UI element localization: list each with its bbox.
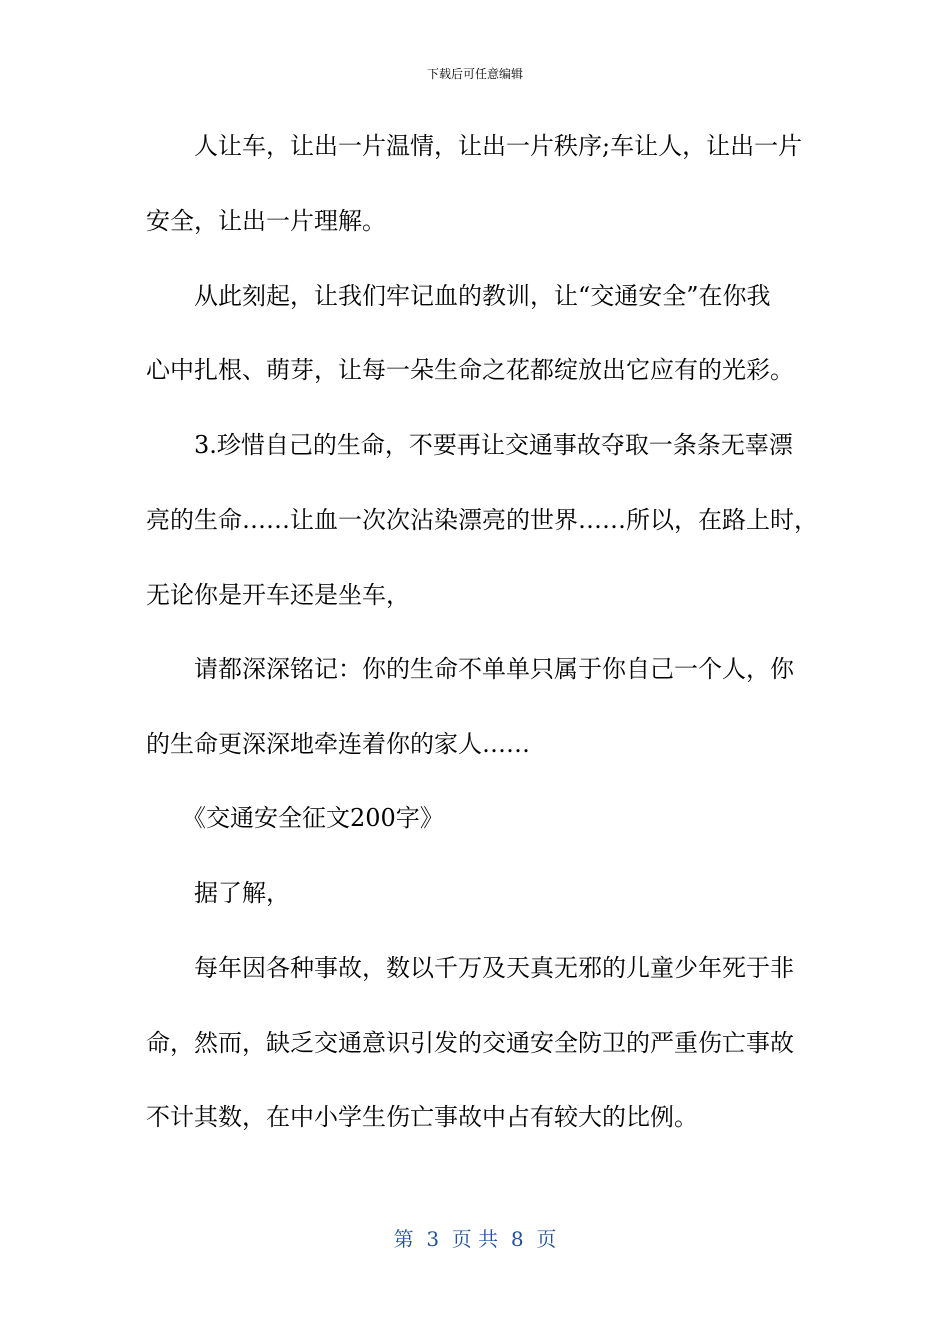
text-line: 从此刻起，让我们牢记血的教训，让“交通安全”在你我 xyxy=(146,282,771,310)
text-line: 每年因各种事故，数以千万及天真无邪的儿童少年死于非 xyxy=(146,954,794,982)
text-line: 的生命更深深地牵连着你的家人…… xyxy=(146,730,530,758)
text-line: 3.珍惜自己的生命，不要再让交通事故夺取一条条无辜漂 xyxy=(146,431,793,459)
article-title: 《交通安全征文200字》 xyxy=(146,804,444,832)
text-line: 心中扎根、萌芽，让每一朵生命之花都绽放出它应有的光彩。 xyxy=(146,356,794,384)
text-line: 亮的生命……让血一次次沾染漂亮的世界……所以，在路上时， xyxy=(146,506,818,534)
page-number: 第 3 页 共 8 页 xyxy=(393,1227,557,1251)
page-header-note: 下载后可任意编辑 xyxy=(426,67,523,81)
text-line: 据了解， xyxy=(146,879,290,907)
text-line: 请都深深铭记：你的生命不单单只属于你自己一个人，你 xyxy=(146,655,794,683)
text-line: 命，然而，缺乏交通意识引发的交通安全防卫的严重伤亡事故 xyxy=(146,1029,794,1057)
text-line: 不计其数，在中小学生伤亡事故中占有较大的比例。 xyxy=(146,1103,698,1131)
text-line: 人让车，让出一片温情，让出一片秩序;车让人，让出一片 xyxy=(146,132,803,160)
text-line: 安全，让出一片理解。 xyxy=(146,207,386,235)
text-line: 无论你是开车还是坐车， xyxy=(146,581,410,609)
